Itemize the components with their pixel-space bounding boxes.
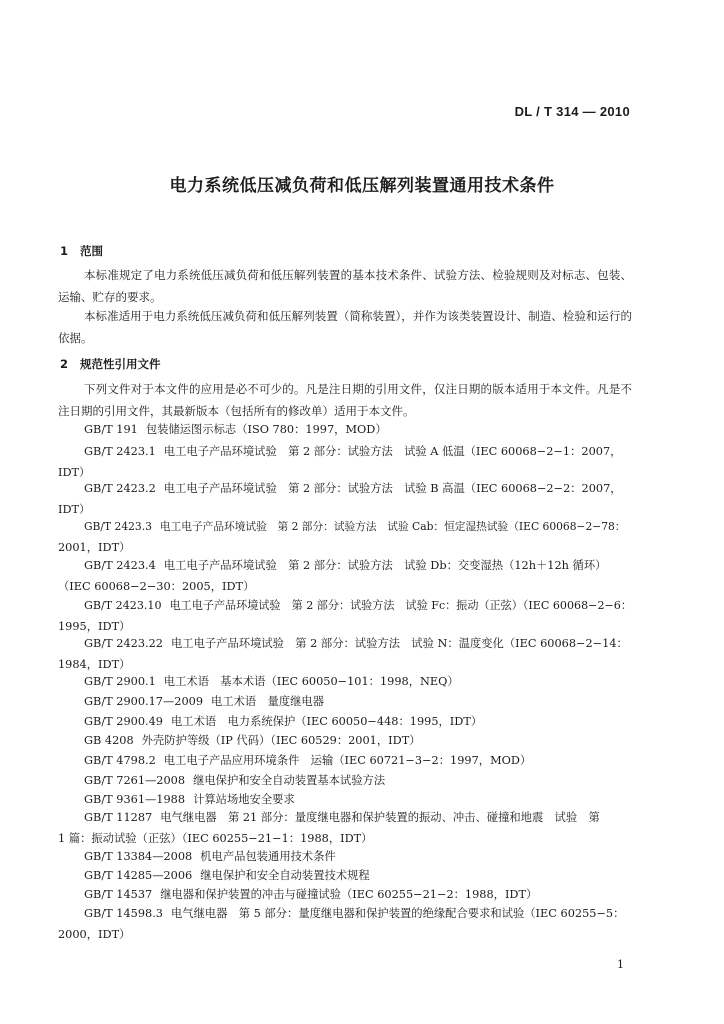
section-2-heading: [60, 356, 161, 372]
reference-item: [58, 671, 632, 692]
section-title: 规范性引用文件: [80, 357, 161, 371]
reference-code: GB/T 2423.2: [84, 482, 156, 495]
standard-code: DL / T 314 — 2010: [514, 104, 630, 119]
reference-item: [58, 730, 632, 751]
reference-item: [58, 419, 632, 440]
page-number: 1: [617, 958, 624, 971]
reference-continuation: IDT）: [58, 466, 91, 480]
section-1-paragraph-2: 本标准适用于电力系统低压减负荷和低压解列装置（简称装置），并作为该类装置设计、制造、检验和运行的依据。: [58, 309, 632, 345]
section-1-paragraph-1: 本标准规定了电力系统低压减负荷和低压解列装置的基本技术条件、试验方法、检验规则及对标志、包装、运输、贮存的要求。: [58, 268, 632, 304]
reference-text: 继电保护和安全自动装置技术规程: [200, 869, 370, 882]
reference-code: GB/T 2900.17—2009: [84, 695, 204, 708]
reference-text: 电工术语 电力系统保护（IEC 60050−448：1995，IDT）: [170, 715, 483, 728]
reference-item: [58, 691, 632, 712]
reference-item: [58, 555, 632, 597]
reference-code: GB 4208: [84, 734, 134, 747]
reference-text: 电工电子产品环境试验 第 2 部分：试验方法 试验 Db：交变湿热（12h＋12h 循环）: [163, 559, 607, 572]
reference-text: 计算站场地安全要求: [193, 793, 295, 806]
section-1-heading: [60, 243, 103, 259]
reference-continuation: IDT）: [58, 503, 91, 517]
reference-code: GB/T 2423.22: [84, 637, 163, 650]
reference-code: GB/T 4798.2: [84, 754, 156, 767]
reference-text: 继电器和保护装置的冲击与碰撞试验（IEC 60255−21−2：1988，IDT）: [160, 888, 538, 901]
reference-text: 机电产品包装通用技术条件: [200, 850, 336, 863]
reference-code: GB/T 14598.3: [84, 907, 163, 920]
section-number: 2: [60, 357, 69, 371]
reference-text: 电工术语 基本术语（IEC 60050−101：1998，NEQ）: [163, 675, 459, 688]
reference-code: GB/T 2423.1: [84, 445, 156, 458]
reference-code: GB/T 2900.49: [84, 715, 163, 728]
reference-item: [58, 807, 632, 849]
reference-code: GB/T 7261—2008: [84, 774, 186, 787]
section-2-paragraph-1: 下列文件对于本文件的应用是必不可少的。凡是注日期的引用文件，仅注日期的版本适用于本文件。凡是不注日期的引用文件，其最新版本（包括所有的修改单）适用于本文件。: [58, 382, 632, 418]
reference-item: [58, 516, 632, 558]
section-number: 1: [60, 244, 69, 258]
reference-text: 电工电子产品环境试验 第 2 部分：试验方法 试验 N：温度变化（IEC 60068−2−14：: [170, 637, 628, 650]
reference-text: 电气继电器 第 21 部分：量度继电器和保护装置的振动、冲击、碰撞和地震 试验 第: [160, 811, 600, 824]
reference-code: GB/T 14285—2006: [84, 869, 193, 882]
reference-code: GB/T 2423.4: [84, 559, 156, 572]
reference-continuation: 1 篇：振动试验（正弦）（IEC 60255−21−1：1988，IDT）: [58, 832, 373, 846]
reference-text: 电工电子产品环境试验 第 2 部分：试验方法 试验 Fc：振动（正弦）（IEC 60068−2−6：: [169, 599, 632, 612]
reference-continuation: 2001，IDT）: [58, 541, 131, 555]
reference-continuation: 1984，IDT）: [58, 658, 131, 672]
section-title: 范围: [80, 244, 103, 258]
reference-code: GB/T 2423.10: [84, 599, 162, 612]
reference-text: 电气继电器 第 5 部分：量度继电器和保护装置的绝缘配合要求和试验（IEC 60255−5：: [170, 907, 625, 920]
reference-item: [58, 750, 632, 771]
reference-text: 电工电子产品环境试验 第 2 部分：试验方法 试验 Cab：恒定湿热试验（IEC 60068−2−78：: [159, 520, 626, 533]
reference-code: GB/T 13384—2008: [84, 850, 193, 863]
document-title: 电力系统低压减负荷和低压解列装置通用技术条件: [169, 176, 555, 196]
reference-text: 电工电子产品环境试验 第 2 部分：试验方法 试验 B 高温（IEC 60068−2−2：2007，: [163, 482, 622, 495]
reference-item: [58, 595, 632, 637]
reference-text: 电工电子产品环境试验 第 2 部分：试验方法 试验 A 低温（IEC 60068−2−1：2007，: [163, 445, 622, 458]
reference-continuation: （IEC 60068−2−30：2005，IDT）: [58, 580, 255, 594]
reference-code: GB/T 14537: [84, 888, 153, 901]
reference-text: 包装储运图示标志（ISO 780：1997，MOD）: [145, 423, 387, 436]
reference-code: GB/T 2423.3: [84, 520, 152, 533]
reference-code: GB/T 191: [84, 423, 138, 436]
reference-text: 电工电子产品应用环境条件 运输（IEC 60721−3−2：1997，MOD）: [163, 754, 532, 767]
reference-item: [58, 633, 632, 675]
reference-text: 继电保护和安全自动装置基本试验方法: [193, 774, 386, 787]
reference-code: GB/T 9361—1988: [84, 793, 186, 806]
reference-text: 电工术语 量度继电器: [211, 695, 325, 708]
reference-item: [58, 478, 632, 520]
reference-code: GB/T 2900.1: [84, 675, 156, 688]
reference-item: [58, 903, 632, 945]
reference-code: GB/T 11287: [84, 811, 153, 824]
reference-text: 外壳防护等级（IP 代码）（IEC 60529：2001，IDT）: [141, 734, 421, 747]
reference-continuation: 2000，IDT）: [58, 928, 131, 942]
reference-continuation: 1995，IDT）: [58, 620, 131, 634]
